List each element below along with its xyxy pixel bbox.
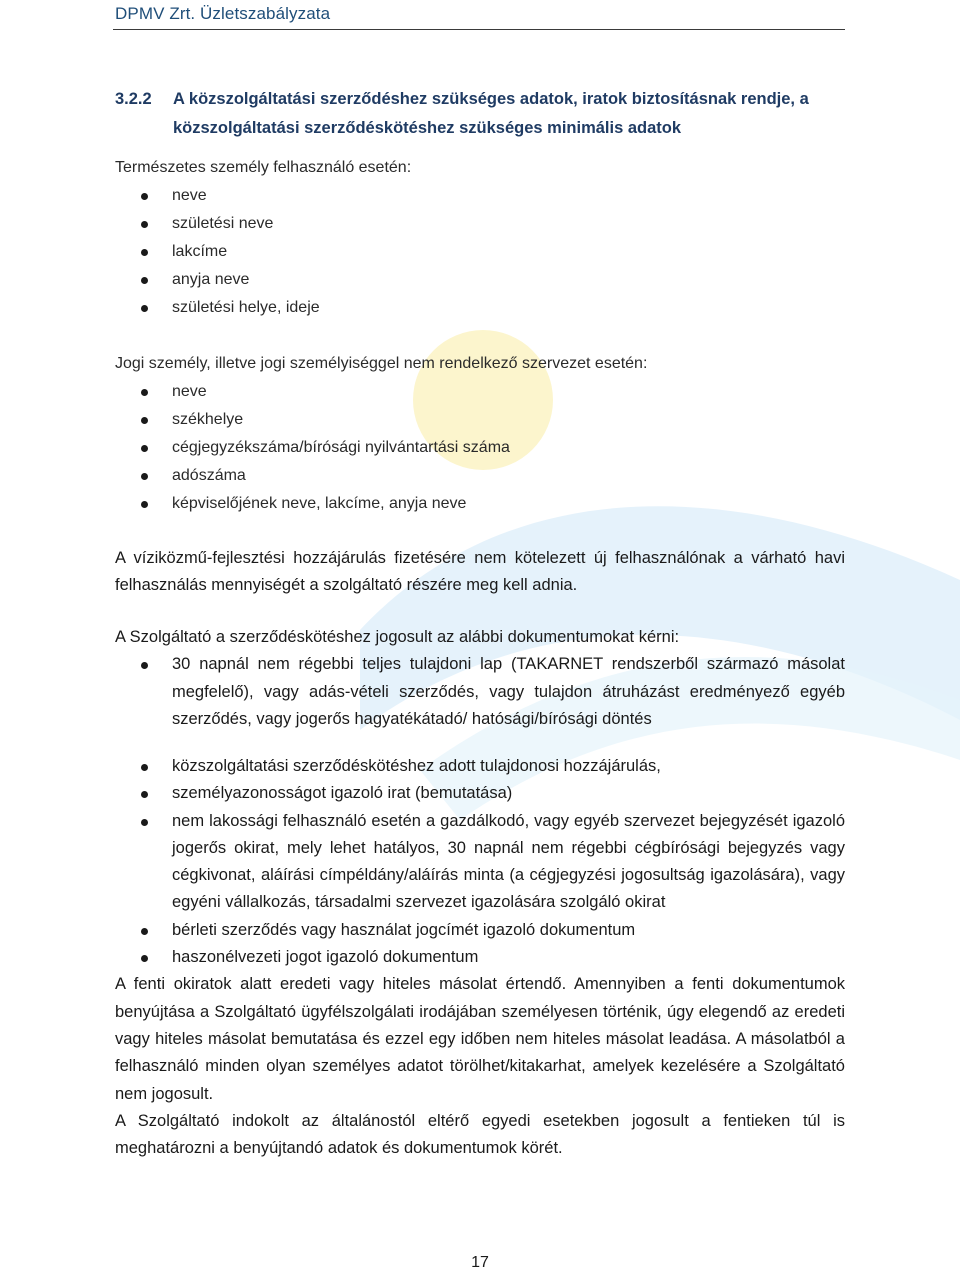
documents-block xyxy=(115,624,845,733)
list-item: lakcíme xyxy=(115,238,845,266)
natural-person-list xyxy=(115,182,845,322)
list-item: anyja neve xyxy=(115,266,845,294)
list-item: bérleti szerződés vagy használat jogcímét igazoló dokumentum xyxy=(115,917,845,944)
section-title-line1: A közszolgáltatási szerződéshez szükséges adatok, iratok biztosításnak rendje, a xyxy=(173,90,809,108)
page-number: 17 xyxy=(471,1254,489,1271)
list-item: személyazonosságot igazoló irat (bemutatása) xyxy=(115,780,845,807)
legal-person-list xyxy=(115,378,845,518)
document-header: DPMV Zrt. Üzletszabályzata xyxy=(115,4,331,23)
closing-paragraph-2: A Szolgáltató indokolt az általánostól eltérő egyedi esetekben jogosult a fentieken túl is meghatározni a benyújtandó adatok és dokumentumok körét. xyxy=(115,1111,845,1158)
header-divider xyxy=(113,29,845,30)
list-item: székhelye xyxy=(115,406,845,434)
documents-intro: A Szolgáltató a szerződéskötéshez jogosult az alábbi dokumentumokat kérni: xyxy=(115,628,680,646)
list-item: közszolgáltatási szerződéskötéshez adott tulajdonosi hozzájárulás, xyxy=(115,753,845,780)
list-item: képviselőjének neve, lakcíme, anyja neve xyxy=(115,490,845,518)
list-item: születési neve xyxy=(115,210,845,238)
section-number: 3.2.2 xyxy=(115,90,152,108)
section-title-line2: közszolgáltatási szerződéskötéshez szükséges minimális adatok xyxy=(173,119,682,137)
list-item: születési helye, ideje xyxy=(115,294,845,322)
list-item: adószáma xyxy=(115,462,845,490)
natural-person-intro: Természetes személy felhasználó esetén: xyxy=(115,159,412,176)
development-paragraph: A víziközmű-fejlesztési hozzájárulás fizetésére nem kötelezett új felhasználónak a várható havi felhasználás mennyiségét a szolgáltató részére meg kell adnia. xyxy=(115,549,845,595)
documents-list-rest-block xyxy=(115,753,845,1162)
list-item: 30 napnál nem régebbi teljes tulajdoni lap (TAKARNET rendszerből származó másolat megfelelő), vagy adás-vételi szerződés, vagy tulajdon átruházást eredményező egyéb szerződés, vagy jogerős hagyatékátadó/ hatósági/bírósági döntés xyxy=(115,651,845,733)
legal-person-block xyxy=(115,350,845,518)
documents-list-rest xyxy=(115,753,845,971)
list-item: cégjegyzékszáma/bírósági nyilvántartási száma xyxy=(115,434,845,462)
list-item: nem lakossági felhasználó esetén a gazdálkodó, vagy egyéb szervezet bejegyzését igazoló jogerős okirat, mely lehet hatályos, 30 napnál nem régebbi cégbírósági bejegyzés vagy cégkivonat, aláírási címpéldány/aláírás minta (a cégjegyzési jogosultság igazolására), vagy egyéni vállalkozás, társadalmi szervezet igazolására szolgáló okirat xyxy=(115,808,845,917)
closing-paragraph-1: A fenti okiratok alatt eredeti vagy hiteles másolat értendő. Amennyiben a fenti dokumentumok benyújtása a Szolgáltató ügyfélszolgálati irodájában személyesen történik, úgy elegendő az eredeti vagy hiteles másolat bemutatása és ezzel egy időben nem hiteles másolat leadása. A másolatból a felhasználó minden olyan személyes adatot törölhet/kitakarhat, amelyek kezelésére a Szolgáltató nem jogosult. xyxy=(115,975,845,1103)
development-paragraph-block xyxy=(115,545,845,600)
list-item: neve xyxy=(115,378,845,406)
section-heading xyxy=(115,85,845,143)
natural-person-block xyxy=(115,154,845,322)
list-item: neve xyxy=(115,182,845,210)
documents-list-first xyxy=(115,651,845,733)
legal-person-intro: Jogi személy, illetve jogi személyiséggel nem rendelkező szervezet esetén: xyxy=(115,355,648,372)
list-item: haszonélvezeti jogot igazoló dokumentum xyxy=(115,944,845,971)
